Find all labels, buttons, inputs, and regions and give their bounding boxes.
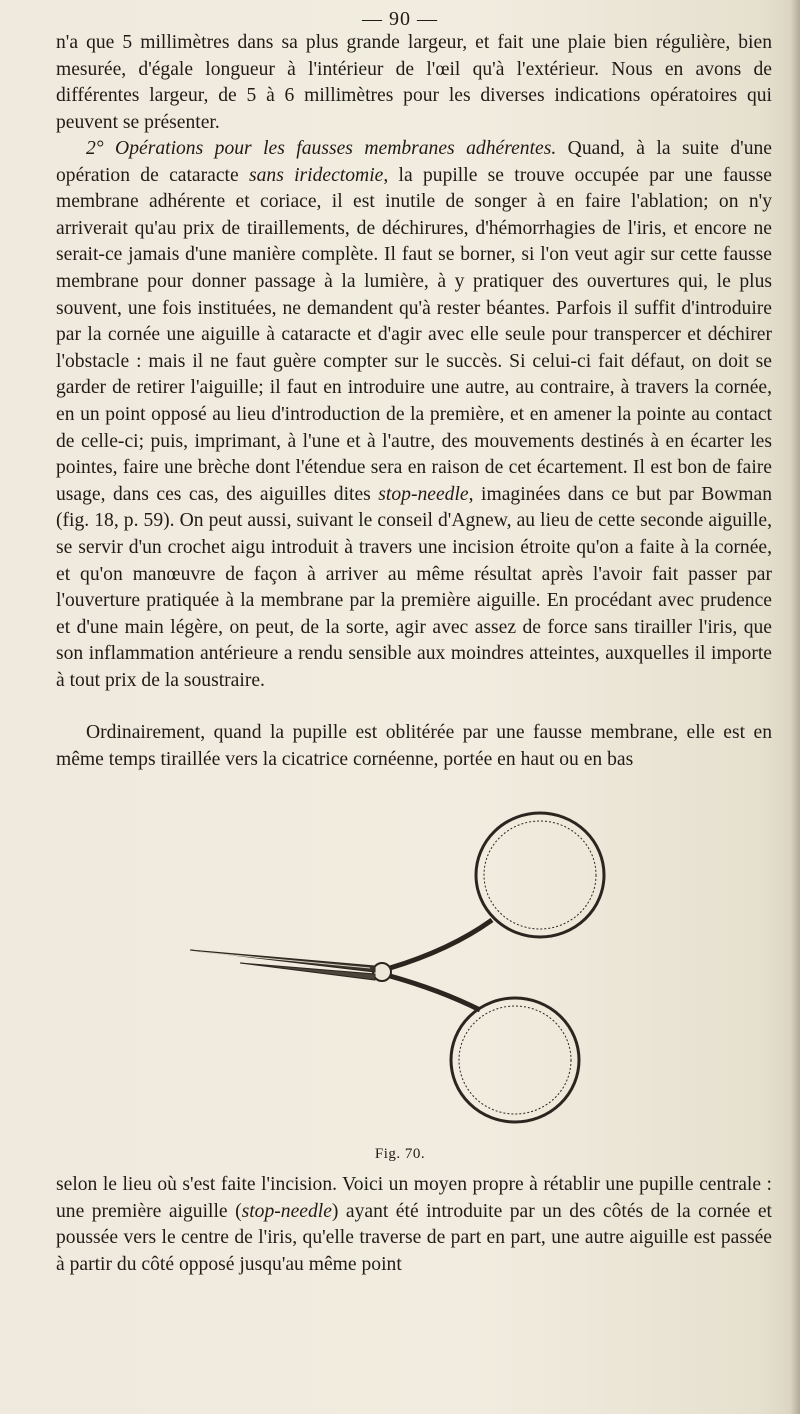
figure-caption: Fig. 70. <box>374 1146 426 1162</box>
paragraph-2-italic-2: stop-needle <box>378 483 469 505</box>
paragraph-1 <box>56 30 772 136</box>
figure-70 <box>120 800 680 1170</box>
page-number: — 90 — <box>362 8 438 30</box>
paragraph-2-text <box>56 136 772 694</box>
pivot-screw <box>373 963 391 981</box>
paragraph-4-italic: stop-needle <box>241 1200 332 1222</box>
lower-ring <box>451 998 579 1122</box>
paragraph-1-text: n'a que 5 millimètres dans sa plus grande largeur, et fait une plaie bien régulière, bien mesurée, d'égale longueur à l'intérieur de l'œil qu'à l'extérieur. Nous en avons de différentes largeur, de 5 à 6 millimètres pour les diverses indications opératoires qui peuvent se présenter. <box>56 32 772 133</box>
blade-highlight <box>200 952 370 968</box>
upper-ring <box>476 813 604 937</box>
upper-ring-hatch <box>484 821 596 929</box>
paragraph-4 <box>56 1172 772 1278</box>
page-edge-shadow <box>790 0 800 1414</box>
paragraph-3-text: Ordinairement, quand la pupille est oblitérée par une fausse membrane, elle est en même temps tiraillée vers la cicatrice cornéenne, portée en haut ou en bas <box>56 722 772 770</box>
paragraph-4-text <box>56 1172 772 1278</box>
paragraph-2 <box>56 136 772 694</box>
section-heading: 2° Opérations pour les fausses membranes adhérentes. <box>86 138 557 159</box>
paragraph-4-part-a: selon le lieu où s'est faite l'incision. Voici un moyen propre à rétablir une pupille centrale : une première aiguille ( <box>56 1174 772 1222</box>
lower-ring-hatch <box>459 1006 571 1114</box>
paragraph-2-part-a: Quand, à la suite d'une opération de cataracte <box>56 138 772 186</box>
lower-shank <box>390 976 480 1010</box>
paragraph-4-part-b: ) ayant été introduite par un des côtés de la cornée et poussée vers le centre de l'iris, qu'elle traverse de part en part, une autre aiguille est passée à partir du côté opposé jusqu'au même point <box>56 1200 772 1275</box>
paragraph-2-italic-1: sans iridectomie <box>248 164 384 186</box>
paragraph-2-part-b: , la pupille se trouve occupée par une fausse membrane adhérente et coriace, il est inutile de songer à en faire l'ablation; on n'y arriverait qu'au prix de tiraillements, de déchirures, d'hémorrhagies de l'iris, et encore ne serait-ce jamais d'une manière complète. Il faut se borner, si l'on veut agir sur cette fausse membrane pour donner passage à la lumière, à y pratiquer des ouvertures qui, le plus souvent, une fois instituées, ne demandent qu'à rester béantes. Parfois il suffit d'introduire par la cornée une aiguille à cataracte et d'agir avec elle seule pour transpercer et déchirer l'obstacle : mais il ne faut guère compter sur le succès. Si celui-ci fait défaut, on doit se garder de retirer l'aiguille; il faut en introduire une autre, au contraire, à travers la cornée, en un point opposé au lieu d'introduction de la première, et en amener la pointe au contact de celle-ci; puis, imprimant, à l'une et à l'autre, des mouvements destinés à en écarter les pointes, faire une brèche dont l'étendue sera en raison de cet écartement. Il est bon de faire usage, dans ces cas, des aiguilles dites <box>56 164 772 505</box>
scissors-illustration <box>120 800 680 1140</box>
paragraph-2-part-c: , imaginées dans ce but par Bowman (fig. 18, p. 59). On peut aussi, suivant le conseil d'Agnew, au lieu de cette seconde aiguille, se servir d'un crochet aigu introduit à travers une incision étroite qu'on a faite à la cornée, et qu'on manœuvre de façon à arriver au même résultat après l'avoir fait passer par l'ouverture pratiquée à la membrane par la première aiguille. En procédant avec prudence et d'une main légère, on peut, de la sorte, agir avec assez de force sans tirailler l'iris, que son inflammation antérieure a rendu sensible aux moindres atteintes, auxquelles il importe à tout prix de la soustraire. <box>56 483 772 691</box>
paragraph-3 <box>56 720 772 773</box>
upper-shank <box>390 920 492 968</box>
